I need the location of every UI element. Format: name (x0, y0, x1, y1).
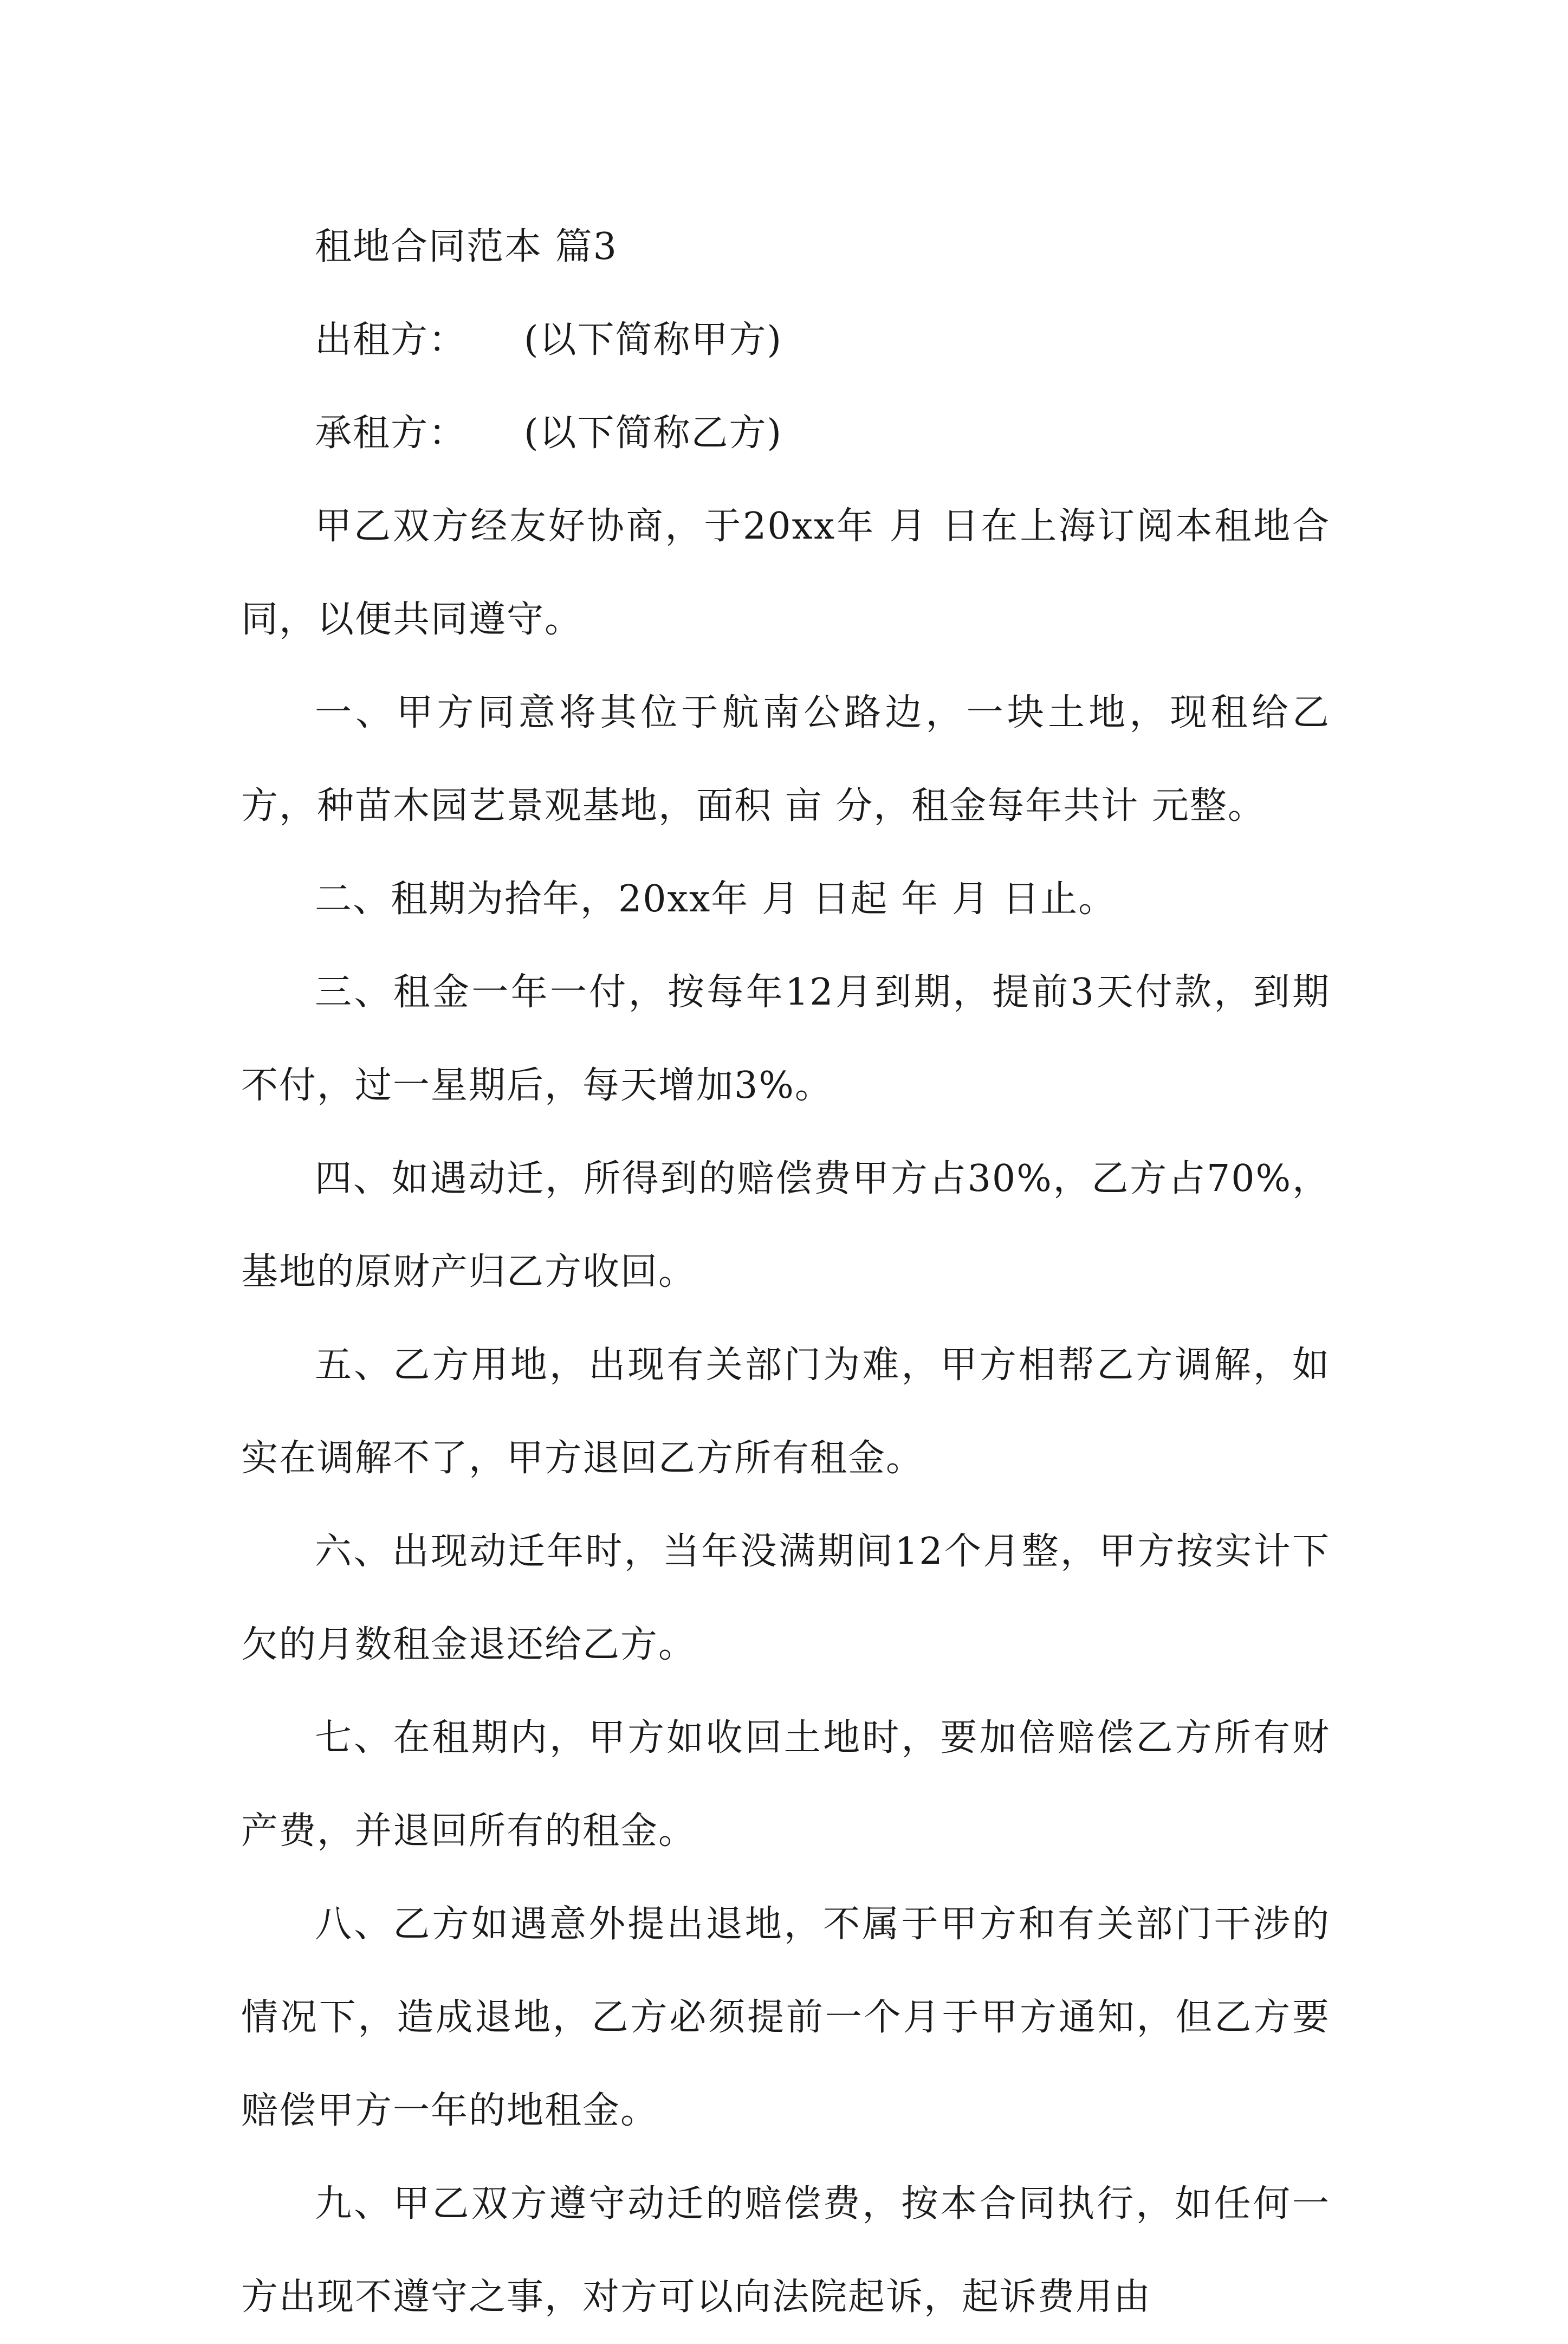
paragraph-clause-7: 七、在租期内，甲方如收回土地时，要加倍赔偿乙方所有财产费，并退回所有的租金。 (241, 1717, 1330, 1853)
paragraph-clause-6: 六、出现动迁年时，当年没满期间12个月整，甲方按实计下欠的月数租金退还给乙方。 (241, 1530, 1330, 1666)
document-body (241, 200, 1330, 2344)
lessee-line: 承租方： (以下简称乙方) (315, 412, 783, 455)
paragraph-clause-1: 一、甲方同意将其位于航南公路边，一块土地，现租给乙方，种苗木园艺景观基地，面积 亩 分，租金每年共计 元整。 (241, 691, 1330, 827)
paragraph-clause-2: 二、租期为拾年，20xx年 月 日起 年 月 日止。 (315, 878, 1117, 921)
paragraph-preamble: 甲乙双方经友好协商，于20xx年 月 日在上海订阅本租地合同，以便共同遵守。 (241, 505, 1330, 641)
paragraph-clause-3: 三、租金一年一付，按每年12月到期，提前3天付款，到期不付，过一星期后，每天增加3%。 (241, 971, 1330, 1107)
paragraph-clause-8: 八、乙方如遇意外提出退地，不属于甲方和有关部门干涉的情况下，造成退地，乙方必须提前一个月于甲方通知，但乙方要赔偿甲方一年的地租金。 (241, 1903, 1330, 2132)
document-title: 租地合同范本 篇3 (315, 225, 618, 268)
lessor-line: 出租方： (以下简称甲方) (315, 319, 783, 361)
paragraph-clause-5: 五、乙方用地，出现有关部门为难，甲方相帮乙方调解，如实在调解不了，甲方退回乙方所有租金。 (241, 1344, 1330, 1480)
paragraph-clause-9: 九、甲乙双方遵守动迁的赔偿费，按本合同执行，如任何一方出现不遵守之事，对方可以向法院起诉，起诉费用由 (241, 2183, 1330, 2319)
paragraph-clause-4: 四、如遇动迁，所得到的赔偿费甲方占30%，乙方占70%，基地的原财产归乙方收回。 (241, 1157, 1330, 1293)
